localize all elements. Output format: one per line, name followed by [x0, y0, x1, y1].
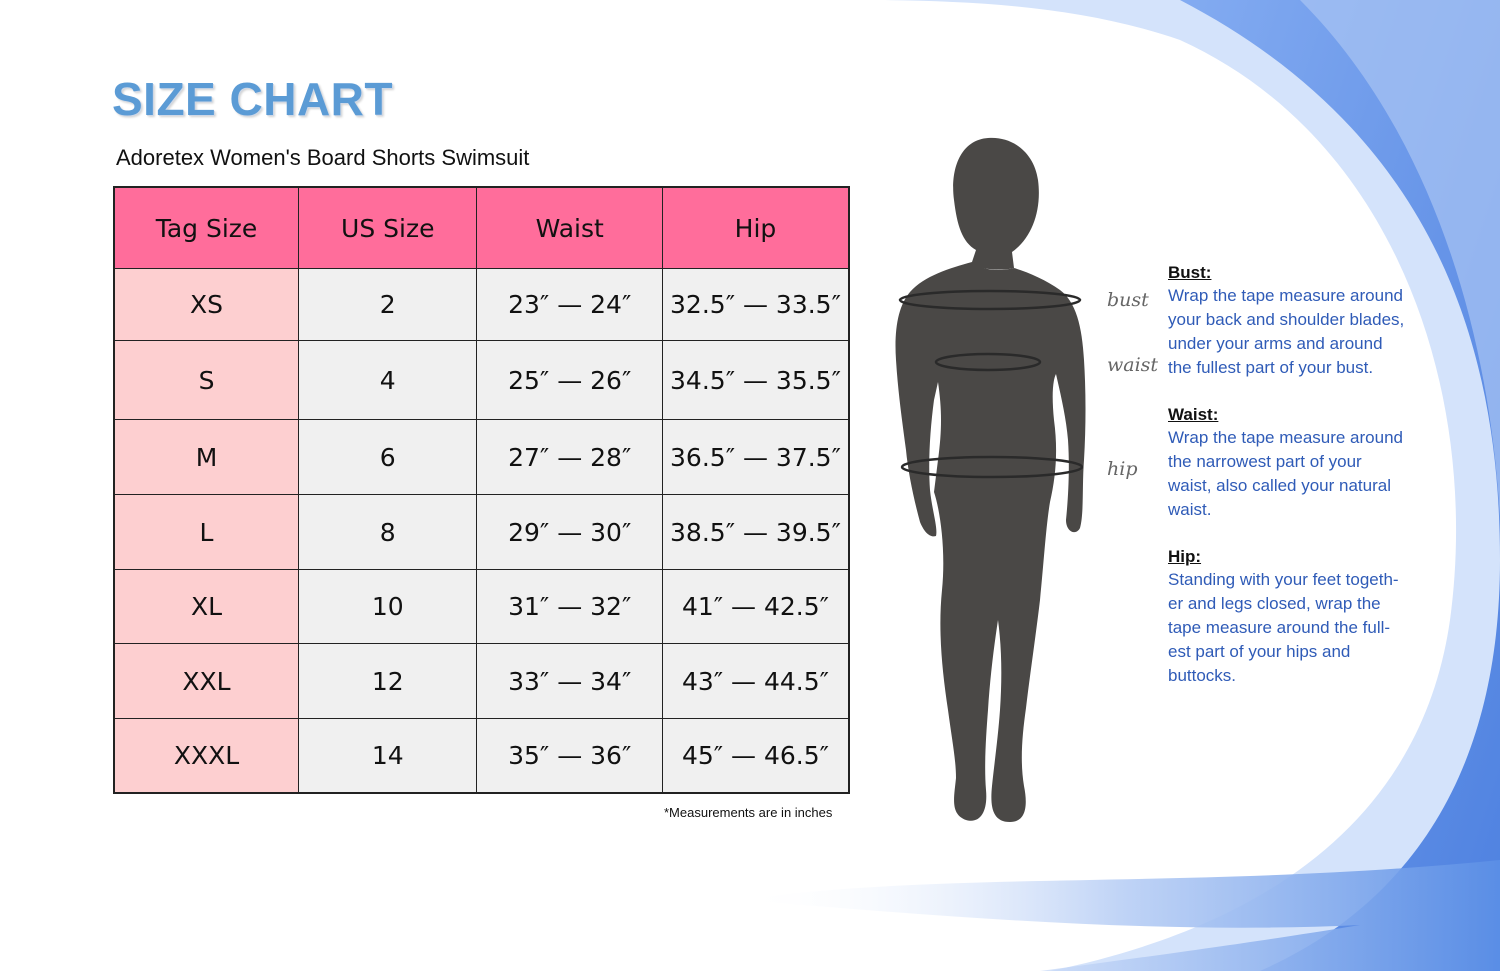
header-tag-size: Tag Size [114, 187, 299, 269]
hip-cell: 34.5″ — 35.5″ [662, 341, 849, 420]
us-size-cell: 2 [299, 269, 477, 341]
table-row [114, 420, 849, 495]
hip-line: tape measure around the full- [1168, 618, 1391, 637]
us-size-cell: 8 [299, 495, 477, 570]
hip-line: Standing with your feet togeth- [1168, 570, 1399, 589]
waist-cell: 29″ — 30″ [477, 495, 663, 570]
hip-label: hip [1107, 458, 1138, 480]
hip-line: er and legs closed, wrap the [1168, 594, 1381, 613]
us-size-cell: 12 [299, 644, 477, 719]
waist-label: waist [1107, 354, 1159, 376]
bust-heading: Bust: [1168, 263, 1212, 282]
us-size-cell: 4 [299, 341, 477, 420]
measurement-footnote: *Measurements are in inches [664, 805, 833, 820]
hip-line: est part of your hips and [1168, 642, 1351, 661]
table-row [114, 341, 849, 420]
hip-cell: 36.5″ — 37.5″ [662, 420, 849, 495]
hip-cell: 32.5″ — 33.5″ [662, 269, 849, 341]
bust-line: the fullest part of your bust. [1168, 358, 1374, 377]
product-subtitle: Adoretex Women's Board Shorts Swimsuit [116, 145, 530, 170]
page-title: SIZE CHART [112, 73, 393, 125]
header-hip: Hip [662, 187, 849, 269]
woman-silhouette-icon [880, 130, 1150, 830]
us-size-cell: 10 [299, 570, 477, 644]
waist-cell: 27″ — 28″ [477, 420, 663, 495]
measurement-guide [1168, 262, 1443, 712]
table-row [114, 719, 849, 793]
hip-cell: 38.5″ — 39.5″ [662, 495, 849, 570]
waist-line: waist. [1168, 500, 1212, 519]
waist-cell: 25″ — 26″ [477, 341, 663, 420]
table-row [114, 644, 849, 719]
bust-line: under your arms and around [1168, 334, 1383, 353]
waist-cell: 33″ — 34″ [477, 644, 663, 719]
us-size-cell: 6 [299, 420, 477, 495]
tag-size-cell: L [114, 495, 299, 570]
table-header-row [114, 187, 849, 269]
waist-line: the narrowest part of your [1168, 452, 1362, 471]
table-row [114, 269, 849, 341]
hip-line: buttocks. [1168, 666, 1237, 685]
bust-line: your back and shoulder blades, [1168, 310, 1405, 329]
hip-cell: 43″ — 44.5″ [662, 644, 849, 719]
tag-size-cell: XS [114, 269, 299, 341]
tag-size-cell: M [114, 420, 299, 495]
tag-size-cell: XXXL [114, 719, 299, 793]
header-waist: Waist [477, 187, 663, 269]
waist-cell: 23″ — 24″ [477, 269, 663, 341]
tag-size-cell: XXL [114, 644, 299, 719]
waist-cell: 31″ — 32″ [477, 570, 663, 644]
bust-guide [1168, 262, 1443, 380]
waist-line: Wrap the tape measure around [1168, 428, 1403, 447]
table-row [114, 495, 849, 570]
size-chart-table [113, 186, 850, 794]
bust-label: bust [1107, 289, 1149, 311]
header-us-size: US Size [299, 187, 477, 269]
hip-guide [1168, 546, 1443, 688]
tag-size-cell: S [114, 341, 299, 420]
hip-cell: 45″ — 46.5″ [662, 719, 849, 793]
waist-guide [1168, 404, 1443, 522]
waist-heading: Waist: [1168, 405, 1219, 424]
waist-cell: 35″ — 36″ [477, 719, 663, 793]
tag-size-cell: XL [114, 570, 299, 644]
waist-line: waist, also called your natural [1168, 476, 1392, 495]
table-row [114, 570, 849, 644]
hip-cell: 41″ — 42.5″ [662, 570, 849, 644]
bust-line: Wrap the tape measure around [1168, 286, 1403, 305]
us-size-cell: 14 [299, 719, 477, 793]
hip-heading: Hip: [1168, 547, 1202, 566]
